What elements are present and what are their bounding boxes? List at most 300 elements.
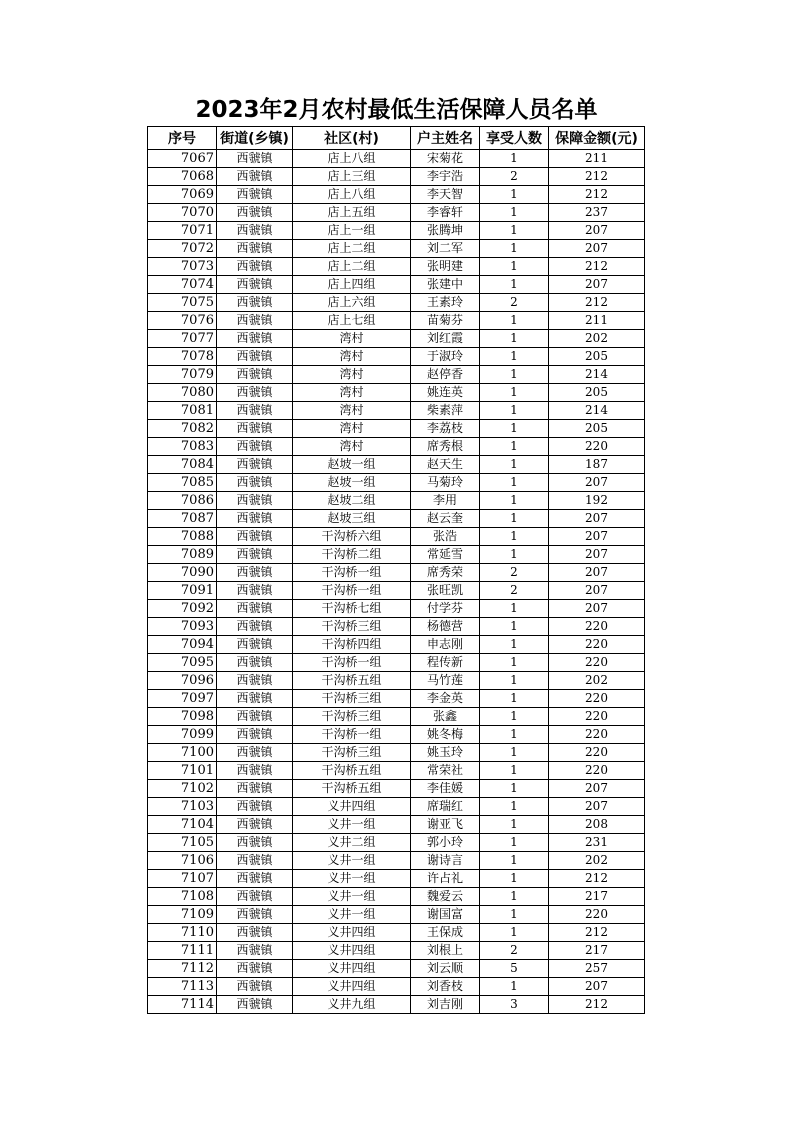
table-row (148, 258, 645, 276)
household-head-cell: 李天智 (411, 186, 480, 204)
serial-cell: 7092 (148, 600, 217, 618)
household-head-cell: 常延雪 (411, 546, 480, 564)
community-cell: 干沟桥三组 (293, 744, 411, 762)
household-head-cell: 姚冬梅 (411, 726, 480, 744)
table-row (148, 780, 645, 798)
street-cell: 西虢镇 (217, 960, 293, 978)
people-count-cell: 1 (480, 906, 549, 924)
amount-cell: 220 (549, 744, 645, 762)
community-cell: 赵坡一组 (293, 474, 411, 492)
people-count-cell: 1 (480, 204, 549, 222)
household-head-cell: 马菊玲 (411, 474, 480, 492)
household-head-cell: 李宇浩 (411, 168, 480, 186)
street-cell: 西虢镇 (217, 528, 293, 546)
household-head-cell: 苗菊芬 (411, 312, 480, 330)
people-count-cell: 1 (480, 978, 549, 996)
people-count-cell: 1 (480, 744, 549, 762)
serial-cell: 7109 (148, 906, 217, 924)
community-cell: 店上八组 (293, 186, 411, 204)
community-cell: 干沟桥五组 (293, 780, 411, 798)
household-head-cell: 赵云奎 (411, 510, 480, 528)
amount-cell: 207 (549, 798, 645, 816)
people-count-cell: 1 (480, 276, 549, 294)
column-header-community: 社区(村) (293, 127, 411, 150)
table-row (148, 870, 645, 888)
household-head-cell: 谢亚飞 (411, 816, 480, 834)
people-count-cell: 1 (480, 852, 549, 870)
people-count-cell: 1 (480, 366, 549, 384)
household-head-cell: 张腾坤 (411, 222, 480, 240)
table-row (148, 978, 645, 996)
table-row (148, 708, 645, 726)
serial-cell: 7074 (148, 276, 217, 294)
serial-cell: 7086 (148, 492, 217, 510)
amount-cell: 205 (549, 420, 645, 438)
community-cell: 店上八组 (293, 150, 411, 168)
street-cell: 西虢镇 (217, 852, 293, 870)
community-cell: 店上六组 (293, 294, 411, 312)
household-head-cell: 杨德营 (411, 618, 480, 636)
community-cell: 赵坡三组 (293, 510, 411, 528)
street-cell: 西虢镇 (217, 456, 293, 474)
serial-cell: 7107 (148, 870, 217, 888)
amount-cell: 220 (549, 906, 645, 924)
street-cell: 西虢镇 (217, 870, 293, 888)
serial-cell: 7108 (148, 888, 217, 906)
street-cell: 西虢镇 (217, 546, 293, 564)
community-cell: 干沟桥六组 (293, 528, 411, 546)
amount-cell: 211 (549, 312, 645, 330)
street-cell: 西虢镇 (217, 348, 293, 366)
community-cell: 义井四组 (293, 798, 411, 816)
street-cell: 西虢镇 (217, 402, 293, 420)
amount-cell: 192 (549, 492, 645, 510)
column-header-serial: 序号 (148, 127, 217, 150)
serial-cell: 7077 (148, 330, 217, 348)
community-cell: 干沟桥四组 (293, 636, 411, 654)
amount-cell: 205 (549, 384, 645, 402)
street-cell: 西虢镇 (217, 798, 293, 816)
people-count-cell: 1 (480, 384, 549, 402)
household-head-cell: 赵停香 (411, 366, 480, 384)
people-count-cell: 1 (480, 780, 549, 798)
community-cell: 义井一组 (293, 888, 411, 906)
household-head-cell: 刘二军 (411, 240, 480, 258)
serial-cell: 7096 (148, 672, 217, 690)
street-cell: 西虢镇 (217, 168, 293, 186)
table-row (148, 294, 645, 312)
table-row (148, 276, 645, 294)
household-head-cell: 刘云顺 (411, 960, 480, 978)
serial-cell: 7082 (148, 420, 217, 438)
table-row (148, 420, 645, 438)
table-row (148, 798, 645, 816)
table-row (148, 510, 645, 528)
household-head-cell: 张旺凯 (411, 582, 480, 600)
community-cell: 义井四组 (293, 942, 411, 960)
amount-cell: 214 (549, 402, 645, 420)
household-head-cell: 姚连英 (411, 384, 480, 402)
serial-cell: 7079 (148, 366, 217, 384)
people-count-cell: 1 (480, 312, 549, 330)
street-cell: 西虢镇 (217, 690, 293, 708)
amount-cell: 207 (549, 780, 645, 798)
people-count-cell: 1 (480, 150, 549, 168)
community-cell: 干沟桥一组 (293, 654, 411, 672)
table-row (148, 186, 645, 204)
community-cell: 义井二组 (293, 834, 411, 852)
table-row (148, 366, 645, 384)
table-row (148, 204, 645, 222)
people-count-cell: 1 (480, 222, 549, 240)
serial-cell: 7095 (148, 654, 217, 672)
household-head-cell: 李睿轩 (411, 204, 480, 222)
household-head-cell: 席秀根 (411, 438, 480, 456)
street-cell: 西虢镇 (217, 618, 293, 636)
serial-cell: 7110 (148, 924, 217, 942)
table-row (148, 690, 645, 708)
people-count-cell: 2 (480, 582, 549, 600)
street-cell: 西虢镇 (217, 510, 293, 528)
people-count-cell: 1 (480, 402, 549, 420)
table-row (148, 960, 645, 978)
people-count-cell: 1 (480, 618, 549, 636)
serial-cell: 7102 (148, 780, 217, 798)
table-row (148, 456, 645, 474)
table-row (148, 150, 645, 168)
amount-cell: 207 (549, 564, 645, 582)
table-row (148, 384, 645, 402)
serial-cell: 7104 (148, 816, 217, 834)
amount-cell: 220 (549, 654, 645, 672)
amount-cell: 202 (549, 852, 645, 870)
street-cell: 西虢镇 (217, 744, 293, 762)
table-row (148, 672, 645, 690)
household-head-cell: 王素玲 (411, 294, 480, 312)
street-cell: 西虢镇 (217, 780, 293, 798)
household-head-cell: 席秀荣 (411, 564, 480, 582)
street-cell: 西虢镇 (217, 942, 293, 960)
people-count-cell: 1 (480, 438, 549, 456)
household-head-cell: 李用 (411, 492, 480, 510)
street-cell: 西虢镇 (217, 150, 293, 168)
street-cell: 西虢镇 (217, 996, 293, 1014)
serial-cell: 7087 (148, 510, 217, 528)
table-header-row (148, 127, 645, 150)
table-row (148, 312, 645, 330)
community-cell: 店上二组 (293, 240, 411, 258)
street-cell: 西虢镇 (217, 726, 293, 744)
street-cell: 西虢镇 (217, 186, 293, 204)
household-head-cell: 王保成 (411, 924, 480, 942)
amount-cell: 207 (549, 600, 645, 618)
household-head-cell: 张鑫 (411, 708, 480, 726)
amount-cell: 212 (549, 294, 645, 312)
serial-cell: 7103 (148, 798, 217, 816)
people-count-cell: 1 (480, 708, 549, 726)
serial-cell: 7073 (148, 258, 217, 276)
table-row (148, 600, 645, 618)
table-row (148, 438, 645, 456)
amount-cell: 220 (549, 708, 645, 726)
serial-cell: 7076 (148, 312, 217, 330)
serial-cell: 7088 (148, 528, 217, 546)
serial-cell: 7114 (148, 996, 217, 1014)
serial-cell: 7084 (148, 456, 217, 474)
people-count-cell: 5 (480, 960, 549, 978)
community-cell: 义井九组 (293, 996, 411, 1014)
serial-cell: 7085 (148, 474, 217, 492)
people-count-cell: 1 (480, 816, 549, 834)
amount-cell: 212 (549, 870, 645, 888)
street-cell: 西虢镇 (217, 582, 293, 600)
community-cell: 义井一组 (293, 852, 411, 870)
table-row (148, 654, 645, 672)
community-cell: 干沟桥一组 (293, 726, 411, 744)
community-cell: 湾村 (293, 348, 411, 366)
serial-cell: 7093 (148, 618, 217, 636)
community-cell: 湾村 (293, 330, 411, 348)
beneficiary-table (147, 126, 645, 1014)
serial-cell: 7067 (148, 150, 217, 168)
street-cell: 西虢镇 (217, 888, 293, 906)
community-cell: 义井四组 (293, 924, 411, 942)
amount-cell: 207 (549, 510, 645, 528)
household-head-cell: 张浩 (411, 528, 480, 546)
amount-cell: 212 (549, 168, 645, 186)
serial-cell: 7091 (148, 582, 217, 600)
street-cell: 西虢镇 (217, 564, 293, 582)
serial-cell: 7089 (148, 546, 217, 564)
table-row (148, 474, 645, 492)
people-count-cell: 1 (480, 510, 549, 528)
table-row (148, 222, 645, 240)
column-header-street: 街道(乡镇) (217, 127, 293, 150)
serial-cell: 7075 (148, 294, 217, 312)
amount-cell: 220 (549, 690, 645, 708)
serial-cell: 7099 (148, 726, 217, 744)
street-cell: 西虢镇 (217, 384, 293, 402)
table-row (148, 582, 645, 600)
table-row (148, 528, 645, 546)
serial-cell: 7081 (148, 402, 217, 420)
table-row (148, 564, 645, 582)
street-cell: 西虢镇 (217, 834, 293, 852)
people-count-cell: 1 (480, 690, 549, 708)
household-head-cell: 李佳媛 (411, 780, 480, 798)
serial-cell: 7100 (148, 744, 217, 762)
household-head-cell: 李荔枝 (411, 420, 480, 438)
household-head-cell: 谢国富 (411, 906, 480, 924)
people-count-cell: 2 (480, 294, 549, 312)
serial-cell: 7078 (148, 348, 217, 366)
amount-cell: 187 (549, 456, 645, 474)
column-header-people-count: 享受人数 (480, 127, 549, 150)
serial-cell: 7069 (148, 186, 217, 204)
street-cell: 西虢镇 (217, 654, 293, 672)
serial-cell: 7111 (148, 942, 217, 960)
table-row (148, 762, 645, 780)
community-cell: 干沟桥三组 (293, 618, 411, 636)
amount-cell: 205 (549, 348, 645, 366)
amount-cell: 217 (549, 942, 645, 960)
people-count-cell: 1 (480, 672, 549, 690)
community-cell: 义井一组 (293, 870, 411, 888)
people-count-cell: 1 (480, 924, 549, 942)
people-count-cell: 1 (480, 762, 549, 780)
table-row (148, 492, 645, 510)
amount-cell: 217 (549, 888, 645, 906)
household-head-cell: 申志刚 (411, 636, 480, 654)
table-row (148, 168, 645, 186)
table-row (148, 924, 645, 942)
street-cell: 西虢镇 (217, 438, 293, 456)
community-cell: 干沟桥一组 (293, 582, 411, 600)
street-cell: 西虢镇 (217, 474, 293, 492)
amount-cell: 207 (549, 276, 645, 294)
table-row (148, 906, 645, 924)
street-cell: 西虢镇 (217, 816, 293, 834)
street-cell: 西虢镇 (217, 204, 293, 222)
household-head-cell: 赵天生 (411, 456, 480, 474)
people-count-cell: 2 (480, 942, 549, 960)
household-head-cell: 谢诗言 (411, 852, 480, 870)
community-cell: 店上二组 (293, 258, 411, 276)
people-count-cell: 1 (480, 636, 549, 654)
people-count-cell: 2 (480, 564, 549, 582)
street-cell: 西虢镇 (217, 294, 293, 312)
amount-cell: 231 (549, 834, 645, 852)
serial-cell: 7080 (148, 384, 217, 402)
amount-cell: 220 (549, 438, 645, 456)
street-cell: 西虢镇 (217, 636, 293, 654)
serial-cell: 7083 (148, 438, 217, 456)
community-cell: 干沟桥二组 (293, 546, 411, 564)
serial-cell: 7105 (148, 834, 217, 852)
amount-cell: 207 (549, 582, 645, 600)
household-head-cell: 刘香枝 (411, 978, 480, 996)
household-head-cell: 席瑞红 (411, 798, 480, 816)
household-head-cell: 刘吉刚 (411, 996, 480, 1014)
street-cell: 西虢镇 (217, 906, 293, 924)
household-head-cell: 马竹莲 (411, 672, 480, 690)
amount-cell: 212 (549, 996, 645, 1014)
street-cell: 西虢镇 (217, 420, 293, 438)
street-cell: 西虢镇 (217, 312, 293, 330)
people-count-cell: 1 (480, 240, 549, 258)
people-count-cell: 1 (480, 600, 549, 618)
amount-cell: 207 (549, 978, 645, 996)
household-head-cell: 于淑玲 (411, 348, 480, 366)
table-row (148, 744, 645, 762)
people-count-cell: 1 (480, 546, 549, 564)
street-cell: 西虢镇 (217, 492, 293, 510)
household-head-cell: 程传新 (411, 654, 480, 672)
community-cell: 干沟桥三组 (293, 690, 411, 708)
amount-cell: 207 (549, 474, 645, 492)
community-cell: 店上五组 (293, 204, 411, 222)
amount-cell: 207 (549, 528, 645, 546)
street-cell: 西虢镇 (217, 366, 293, 384)
community-cell: 义井四组 (293, 960, 411, 978)
community-cell: 干沟桥一组 (293, 564, 411, 582)
amount-cell: 211 (549, 150, 645, 168)
people-count-cell: 1 (480, 186, 549, 204)
street-cell: 西虢镇 (217, 672, 293, 690)
community-cell: 干沟桥五组 (293, 762, 411, 780)
household-head-cell: 付学芬 (411, 600, 480, 618)
people-count-cell: 1 (480, 870, 549, 888)
amount-cell: 212 (549, 258, 645, 276)
community-cell: 干沟桥五组 (293, 672, 411, 690)
serial-cell: 7090 (148, 564, 217, 582)
household-head-cell: 常荣社 (411, 762, 480, 780)
serial-cell: 7113 (148, 978, 217, 996)
household-head-cell: 张建中 (411, 276, 480, 294)
amount-cell: 207 (549, 222, 645, 240)
people-count-cell: 1 (480, 834, 549, 852)
serial-cell: 7097 (148, 690, 217, 708)
people-count-cell: 1 (480, 528, 549, 546)
street-cell: 西虢镇 (217, 222, 293, 240)
amount-cell: 202 (549, 330, 645, 348)
table-row (148, 816, 645, 834)
people-count-cell: 1 (480, 456, 549, 474)
column-header-amount: 保障金额(元) (549, 127, 645, 150)
community-cell: 干沟桥三组 (293, 708, 411, 726)
table-row (148, 402, 645, 420)
amount-cell: 220 (549, 762, 645, 780)
table-row (148, 726, 645, 744)
amount-cell: 237 (549, 204, 645, 222)
people-count-cell: 1 (480, 330, 549, 348)
amount-cell: 207 (549, 240, 645, 258)
amount-cell: 220 (549, 726, 645, 744)
community-cell: 赵坡二组 (293, 492, 411, 510)
community-cell: 义井一组 (293, 816, 411, 834)
people-count-cell: 1 (480, 474, 549, 492)
serial-cell: 7072 (148, 240, 217, 258)
serial-cell: 7106 (148, 852, 217, 870)
household-head-cell: 姚玉玲 (411, 744, 480, 762)
community-cell: 店上七组 (293, 312, 411, 330)
household-head-cell: 许占礼 (411, 870, 480, 888)
amount-cell: 214 (549, 366, 645, 384)
household-head-cell: 柴素萍 (411, 402, 480, 420)
table-row (148, 636, 645, 654)
serial-cell: 7101 (148, 762, 217, 780)
community-cell: 干沟桥七组 (293, 600, 411, 618)
amount-cell: 220 (549, 636, 645, 654)
community-cell: 湾村 (293, 402, 411, 420)
community-cell: 义井一组 (293, 906, 411, 924)
street-cell: 西虢镇 (217, 762, 293, 780)
table-row (148, 996, 645, 1014)
amount-cell: 208 (549, 816, 645, 834)
community-cell: 湾村 (293, 384, 411, 402)
table-row (148, 942, 645, 960)
column-header-household-head: 户主姓名 (411, 127, 480, 150)
community-cell: 湾村 (293, 438, 411, 456)
amount-cell: 257 (549, 960, 645, 978)
serial-cell: 7112 (148, 960, 217, 978)
household-head-cell: 张明建 (411, 258, 480, 276)
table-row (148, 888, 645, 906)
street-cell: 西虢镇 (217, 258, 293, 276)
page-title: 2023年2月农村最低生活保障人员名单 (195, 97, 598, 123)
street-cell: 西虢镇 (217, 978, 293, 996)
household-head-cell: 魏爱云 (411, 888, 480, 906)
